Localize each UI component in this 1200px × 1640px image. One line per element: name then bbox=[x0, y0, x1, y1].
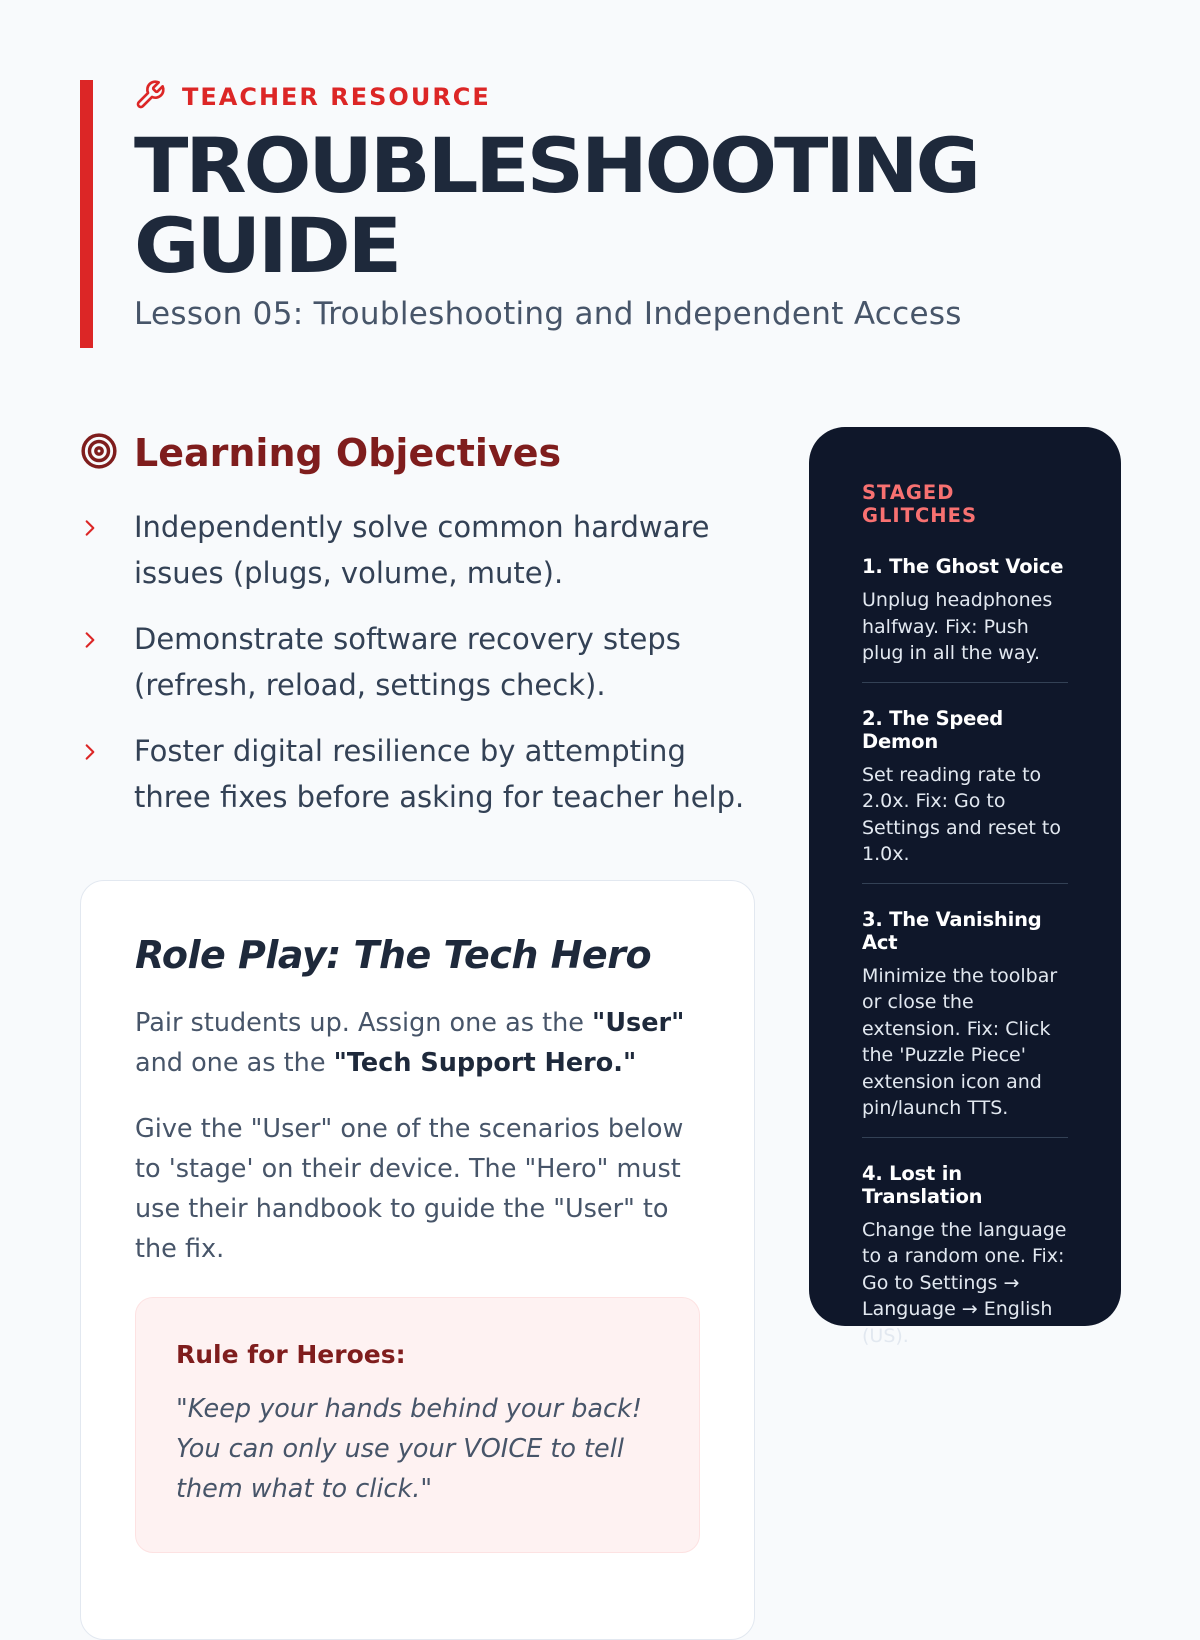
page-subtitle: Lesson 05: Troubleshooting and Independent Access bbox=[134, 296, 962, 332]
page-header bbox=[80, 80, 1080, 348]
objective-text: Demonstrate software recovery steps (refresh, reload, settings check). bbox=[134, 622, 681, 702]
list-item bbox=[80, 504, 760, 596]
page-title bbox=[134, 121, 1127, 290]
glitch-item bbox=[862, 1162, 1068, 1365]
rule-quote: "Keep your hands behind your back! You can only use your VOICE to tell them what to click." bbox=[176, 1394, 643, 1504]
glitch-description: Unplug headphones halfway. Fix: Push plug in all the way. bbox=[862, 589, 1053, 664]
list-item bbox=[80, 728, 760, 820]
chevron-right-icon bbox=[80, 728, 134, 767]
page-title-line-2: GUIDE bbox=[134, 201, 399, 290]
glitch-item bbox=[862, 908, 1068, 1138]
user-role: "User" bbox=[592, 1008, 685, 1038]
glitch-item bbox=[862, 555, 1068, 683]
staged-glitches-panel bbox=[809, 427, 1121, 1347]
target-icon bbox=[80, 432, 118, 475]
objectives-title: Learning Objectives bbox=[134, 431, 562, 475]
hero-role: "Tech Support Hero." bbox=[333, 1048, 637, 1078]
role-play-intro bbox=[135, 1003, 700, 1083]
glitch-description: Minimize the toolbar or close the extension. Fix: Click the 'Puzzle Piece' extension icon and pin/launch TTS. bbox=[862, 964, 1058, 1119]
glitch-title: 3. The Vanishing Act bbox=[862, 907, 1042, 954]
eyebrow bbox=[134, 82, 1080, 112]
chevron-right-icon bbox=[80, 504, 134, 543]
rule-label: Rule for Heroes: bbox=[176, 1340, 406, 1369]
rule-callout bbox=[135, 1297, 700, 1553]
glitch-title: 4. Lost in Translation bbox=[862, 1161, 983, 1208]
role-play-title: Role Play: The Tech Hero bbox=[135, 933, 652, 977]
role-play-instructions: Give the "User" one of the scenarios below to 'stage' on their device. The "Hero" must use their handbook to guide the "User" to the fix. bbox=[135, 1114, 684, 1264]
glitch-title: 1. The Ghost Voice bbox=[862, 555, 1064, 578]
eyebrow-label: TEACHER RESOURCE bbox=[182, 83, 491, 111]
objectives-list bbox=[80, 504, 760, 820]
chevron-right-icon bbox=[80, 616, 134, 655]
intro-text-a: Pair students up. Assign one as the bbox=[135, 1008, 593, 1038]
learning-objectives bbox=[80, 428, 760, 840]
role-play-card bbox=[80, 880, 755, 1640]
objectives-heading bbox=[80, 428, 760, 478]
glitch-description: Set reading rate to 2.0x. Fix: Go to Settings and reset to 1.0x. bbox=[862, 763, 1061, 865]
objective-text: Independently solve common hardware issues (plugs, volume, mute). bbox=[134, 510, 710, 590]
page-title-line-1: TROUBLESHOOTING bbox=[134, 121, 978, 210]
list-item bbox=[80, 616, 760, 708]
wrench-icon bbox=[134, 79, 166, 116]
objective-text: Foster digital resilience by attempting three fixes before asking for teacher help. bbox=[134, 734, 745, 814]
glitch-item bbox=[862, 707, 1068, 884]
glitch-title: 2. The Speed Demon bbox=[862, 706, 1003, 753]
intro-text-b: and one as the bbox=[135, 1048, 334, 1078]
glitch-description: Change the language to a random one. Fix: Go to Settings → Language → English (US). bbox=[862, 1218, 1067, 1347]
glitches-label: STAGED GLITCHES bbox=[862, 481, 977, 527]
